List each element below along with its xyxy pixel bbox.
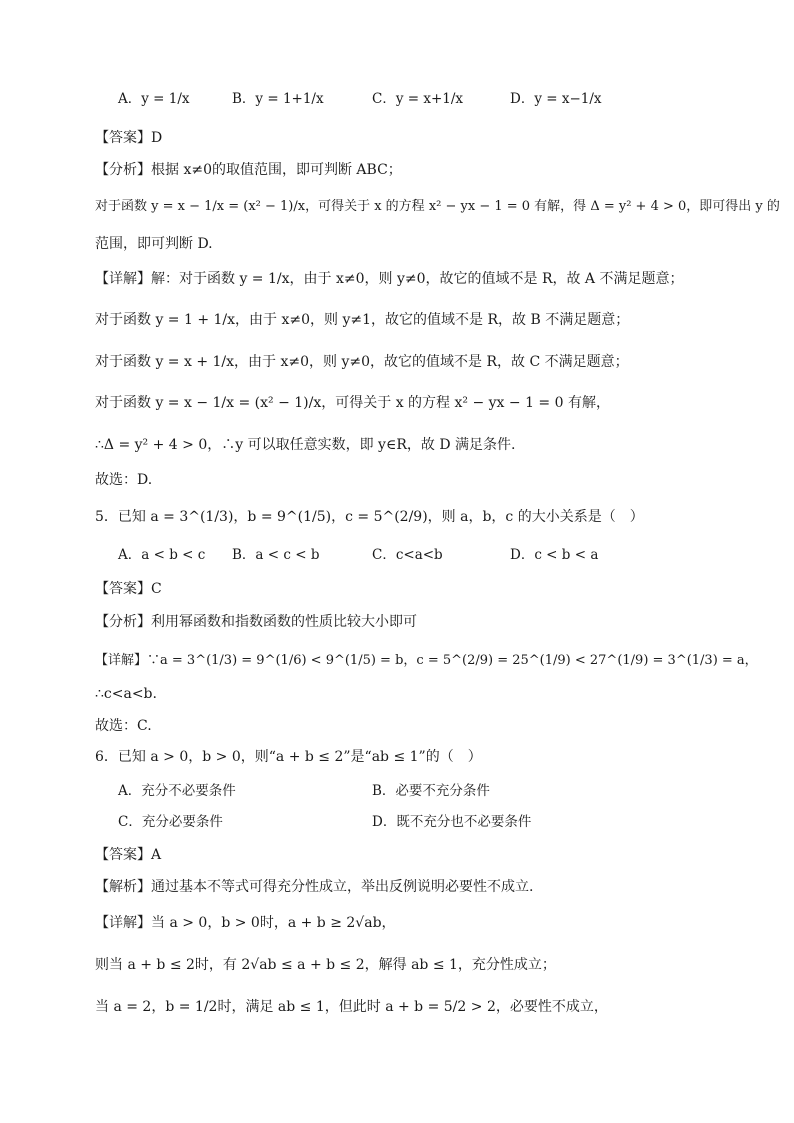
q5-answer-line bbox=[95, 579, 162, 599]
q4-analysis-line-2: 对于函数 y = x − 1/x = (x² − 1)/x，可得关于 x 的方程 x² − yx − 1 = 0 有解，得 Δ = y² + 4 > 0，即可得出 y 的 bbox=[95, 199, 780, 214]
answer-tag: 【答案】 bbox=[95, 130, 151, 146]
answer-tag: 【答案】 bbox=[95, 847, 151, 863]
answer-value: C bbox=[151, 581, 162, 597]
answer-value: A bbox=[151, 847, 162, 863]
detail-text: ∵a = 3^(1/3) = 9^(1/6) < 9^(1/5) = b，c = 5^(2/9) = 25^(1/9) < 27^(1/9) = 3^(1/3) = a， bbox=[147, 653, 758, 668]
q4-detail-line-4: 对于函数 y = x − 1/x = (x² − 1)/x，可得关于 x 的方程 x² − yx − 1 = 0 有解， bbox=[95, 395, 610, 411]
q5-option-a: A．a < b < c bbox=[118, 547, 206, 563]
detail-text: 解：对于函数 y = 1/x，由于 x≠0，则 y≠0，故它的值域不是 R，故 A 不满足题意； bbox=[151, 271, 684, 287]
analysis-text: 根据 x≠0的取值范围，即可判断 ABC； bbox=[151, 162, 402, 178]
q6-option-d: D．既不充分也不必要条件 bbox=[372, 814, 532, 830]
q4-choose: 故选：D. bbox=[95, 472, 153, 488]
answer-tag: 【答案】 bbox=[95, 581, 151, 597]
q5-choose: 故选：C. bbox=[95, 718, 152, 734]
q5-option-c: C．c<a<b bbox=[372, 547, 443, 563]
q6-option-b: B．必要不充分条件 bbox=[372, 783, 490, 799]
answer-value: D bbox=[151, 130, 163, 146]
q6-answer-line bbox=[95, 845, 161, 865]
q6-analysis-line bbox=[95, 877, 533, 897]
q4-option-b: B．y = 1+1/x bbox=[232, 91, 324, 107]
q4-answer-line bbox=[95, 128, 162, 148]
q6-option-c: C．充分必要条件 bbox=[118, 814, 223, 830]
q5-option-d: D．c < b < a bbox=[510, 547, 599, 563]
analysis-tag: 【解析】 bbox=[95, 879, 151, 895]
q4-analysis-line-3: 范围，即可判断 D. bbox=[95, 236, 213, 252]
detail-tag: 【详解】 bbox=[95, 653, 148, 668]
analysis-text: 利用幂函数和指数函数的性质比较大小即可 bbox=[151, 614, 417, 630]
q5-analysis-line bbox=[95, 612, 417, 632]
q4-detail-line-2: 对于函数 y = 1 + 1/x，由于 x≠0，则 y≠1，故它的值域不是 R，故 B 不满足题意； bbox=[95, 312, 630, 328]
q4-analysis-line bbox=[95, 160, 402, 180]
analysis-text: 通过基本不等式可得充分性成立，举出反例说明必要性不成立. bbox=[151, 879, 534, 895]
analysis-tag: 【分析】 bbox=[95, 162, 151, 178]
detail-text: 当 a > 0，b > 0时，a + b ≥ 2√ab， bbox=[151, 915, 396, 931]
q4-detail-line-1 bbox=[95, 269, 684, 289]
q6-stem: 6．已知 a > 0，b > 0，则“a + b ≤ 2”是“ab ≤ 1”的（ ） bbox=[95, 749, 482, 765]
q5-detail-line-1 bbox=[95, 651, 758, 671]
q5-stem: 5．已知 a = 3^(1/3)，b = 9^(1/5)，c = 5^(2/9)，则 a，b，c 的大小关系是（ ） bbox=[95, 509, 644, 525]
q5-option-b: B．a < c < b bbox=[232, 547, 320, 563]
detail-tag: 【详解】 bbox=[95, 271, 151, 287]
q6-detail-line-3: 当 a = 2，b = 1/2时，满足 ab ≤ 1，但此时 a + b = 5/2 > 2，必要性不成立， bbox=[95, 999, 608, 1015]
q5-detail-line-2: ∴c<a<b. bbox=[95, 686, 157, 702]
q4-option-c: C．y = x+1/x bbox=[372, 91, 464, 107]
q6-detail-line-2: 则当 a + b ≤ 2时，有 2√ab ≤ a + b ≤ 2，解得 ab ≤ 1，充分性成立； bbox=[95, 957, 556, 973]
analysis-tag: 【分析】 bbox=[95, 614, 151, 630]
q4-detail-line-5: ∴Δ = y² + 4 > 0，∴y 可以取任意实数，即 y∈R，故 D 满足条件. bbox=[95, 437, 516, 453]
q6-option-a: A．充分不必要条件 bbox=[118, 783, 236, 799]
q4-detail-line-3: 对于函数 y = x + 1/x，由于 x≠0，则 y≠0，故它的值域不是 R，故 C 不满足题意； bbox=[95, 354, 629, 370]
q6-detail-line-1 bbox=[95, 913, 396, 933]
q4-option-d: D．y = x−1/x bbox=[510, 91, 602, 107]
q4-option-a: A．y = 1/x bbox=[118, 91, 190, 107]
detail-tag: 【详解】 bbox=[95, 915, 151, 931]
